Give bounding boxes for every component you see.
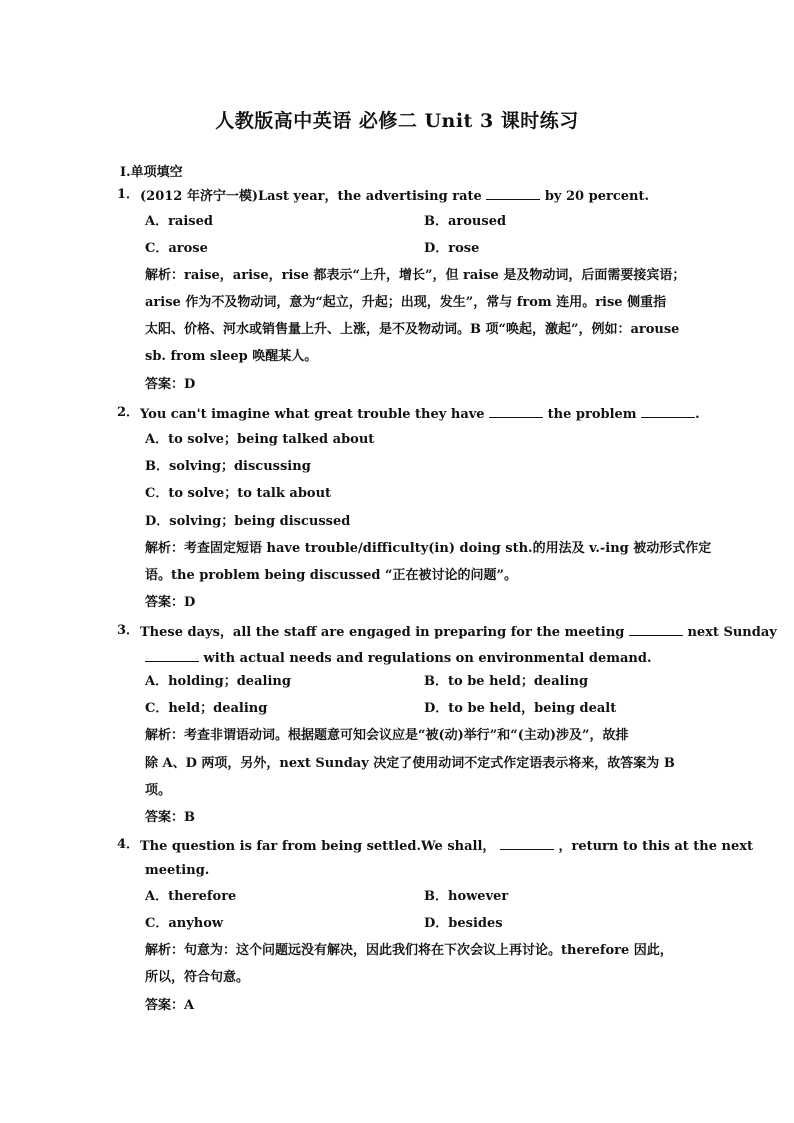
question-4-option-b: B．however (424, 889, 509, 904)
question-2-explanation-line: 语。the problem being discussed “正在被讨论的问题”。 (145, 568, 518, 583)
question-4-answer: 答案：A (145, 998, 195, 1013)
question-1-answer: 答案：D (145, 377, 196, 392)
question-1-stem: (2012 年济宁一模)Last year，the advertising rate by 20 percent. (140, 189, 650, 204)
question-1-number: 1． (117, 187, 140, 202)
question-4-stem: The question is far from being settled.We shall， ，return to this at the next (140, 839, 754, 854)
question-4-option-c: C．anyhow (145, 916, 224, 931)
answer-blank (641, 405, 695, 418)
question-3-answer: 答案：B (145, 810, 195, 825)
question-2-answer: 答案：D (145, 595, 196, 610)
question-3-explanation-line: 除 A、D 两项，另外，next Sunday 决定了使用动词不定式作定语表示将来，故答案为 B (145, 756, 675, 771)
question-3-explanation-line: 项。 (145, 783, 172, 798)
question-1-option-a: A．raised (145, 214, 213, 229)
question-3-number: 3． (117, 623, 140, 638)
question-2-option-b: B．solving；discussing (145, 459, 311, 474)
question-3-option-c: C．held；dealing (145, 701, 268, 716)
question-3-explanation-line: 解析：考查非谓语动词。根据题意可知会议应是“被(动)举行”和“(主动)涉及”，故排 (145, 728, 629, 743)
answer-blank (486, 187, 540, 200)
answer-blank (145, 649, 199, 662)
question-4-option-d: D．besides (424, 916, 503, 931)
question-1-explanation-line: 解析：raise，arise，rise 都表示“上升，增长”，但 raise 是及物动词，后面需要接宾语； (145, 268, 686, 283)
answer-blank (500, 837, 554, 850)
question-1-option-d: D．rose (424, 241, 480, 256)
question-3-stem-continued: with actual needs and regulations on environmental demand. (145, 649, 652, 667)
question-1-explanation-line: arise 作为不及物动词，意为“起立，升起；出现，发生”，常与 from 连用。rise 侧重指 (145, 295, 667, 310)
question-4-number: 4． (117, 837, 140, 852)
section-heading: Ⅰ.单项填空 (120, 165, 183, 180)
question-4-option-a: A．therefore (145, 889, 237, 904)
question-2-option-d: D．solving；being discussed (145, 514, 351, 529)
page-title: 人教版高中英语 必修二 Unit 3 课时练习 (215, 110, 579, 132)
answer-blank (489, 405, 543, 418)
question-4-explanation-line: 所以，符合句意。 (145, 970, 250, 985)
question-3-option-b: B．to be held；dealing (424, 674, 589, 689)
question-2-stem: You can't imagine what great trouble they have the problem . (140, 407, 700, 422)
answer-blank (629, 623, 683, 636)
question-4-stem-continued: meeting. (145, 863, 210, 878)
question-1-explanation-line: 太阳、价格、河水或销售量上升、上涨，是不及物动词。B 项“唤起，激起”，例如：arouse (145, 322, 680, 337)
question-2-explanation-line: 解析：考查固定短语 have trouble/difficulty(in) doing sth.的用法及 v.-ing 被动形式作定 (145, 541, 712, 556)
question-2-number: 2． (117, 405, 140, 420)
question-3-option-d: D．to be held，being dealt (424, 701, 617, 716)
question-1-option-c: C．arose (145, 241, 208, 256)
question-1-option-b: B．aroused (424, 214, 507, 229)
question-3-stem: These days，all the staff are engaged in preparing for the meeting next Sunday (140, 625, 777, 640)
question-3-option-a: A．holding；dealing (145, 674, 291, 689)
question-2-option-c: C．to solve；to talk about (145, 486, 332, 501)
question-4-explanation-line: 解析：句意为：这个问题远没有解决，因此我们将在下次会议上再讨论。therefore 因此， (145, 943, 673, 958)
question-1-explanation-line: sb. from sleep 唤醒某人。 (145, 349, 318, 364)
question-2-option-a: A．to solve；being talked about (145, 432, 375, 447)
